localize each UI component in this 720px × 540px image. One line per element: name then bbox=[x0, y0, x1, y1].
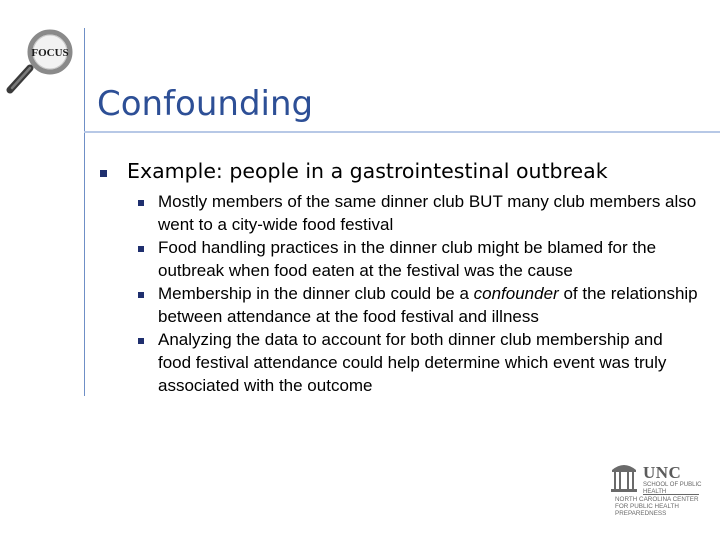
unc-center-label: NORTH CAROLINA CENTER FOR PUBLIC HEALTH PREPAREDNESS bbox=[615, 496, 699, 517]
bullet-square-icon bbox=[138, 292, 144, 298]
bullet-square-icon bbox=[138, 200, 144, 206]
bullet-square-icon bbox=[100, 170, 107, 177]
unc-divider bbox=[643, 494, 699, 495]
sub-bullet bbox=[158, 236, 700, 282]
main-bullet-text: Example: people in a gastrointestinal outbreak bbox=[127, 159, 608, 183]
sub-bullet-text: Food handling practices in the dinner club might be blamed for the outbreak when food eaten at the festival was the cause bbox=[158, 238, 657, 280]
unc-logo bbox=[607, 460, 703, 518]
bullet-list bbox=[100, 158, 700, 397]
unc-wordmark: UNC bbox=[643, 463, 682, 482]
confounder-emphasis: confounder bbox=[473, 284, 559, 303]
focus-magnifier-logo bbox=[4, 24, 82, 100]
sub-bullet-text: Mostly members of the same dinner club BUT many club members also went to a city-wide food festival bbox=[158, 192, 697, 234]
sub-bullet bbox=[158, 328, 700, 397]
title-underline bbox=[84, 131, 720, 133]
sub-bullet-text-before: Membership in the dinner club could be a bbox=[158, 284, 474, 303]
sub-bullet-text-after: of the relationship between attendance at the food festival and illness bbox=[158, 284, 698, 326]
vertical-rule bbox=[84, 28, 85, 396]
old-well-icon bbox=[609, 460, 639, 494]
bullet-square-icon bbox=[138, 246, 144, 252]
bullet-square-icon bbox=[138, 338, 144, 344]
sub-bullet bbox=[158, 282, 700, 328]
sub-bullet-list bbox=[100, 190, 700, 397]
main-bullet bbox=[100, 158, 700, 184]
sub-bullet bbox=[158, 190, 700, 236]
unc-school-label: SCHOOL OF PUBLIC HEALTH bbox=[643, 482, 702, 495]
focus-logo-text: FOCUS bbox=[31, 47, 69, 59]
slide-title: Confounding bbox=[97, 84, 314, 124]
sub-bullet-text: Analyzing the data to account for both dinner club membership and food festival attendance could help determine which event was truly associated with the outcome bbox=[158, 330, 667, 395]
